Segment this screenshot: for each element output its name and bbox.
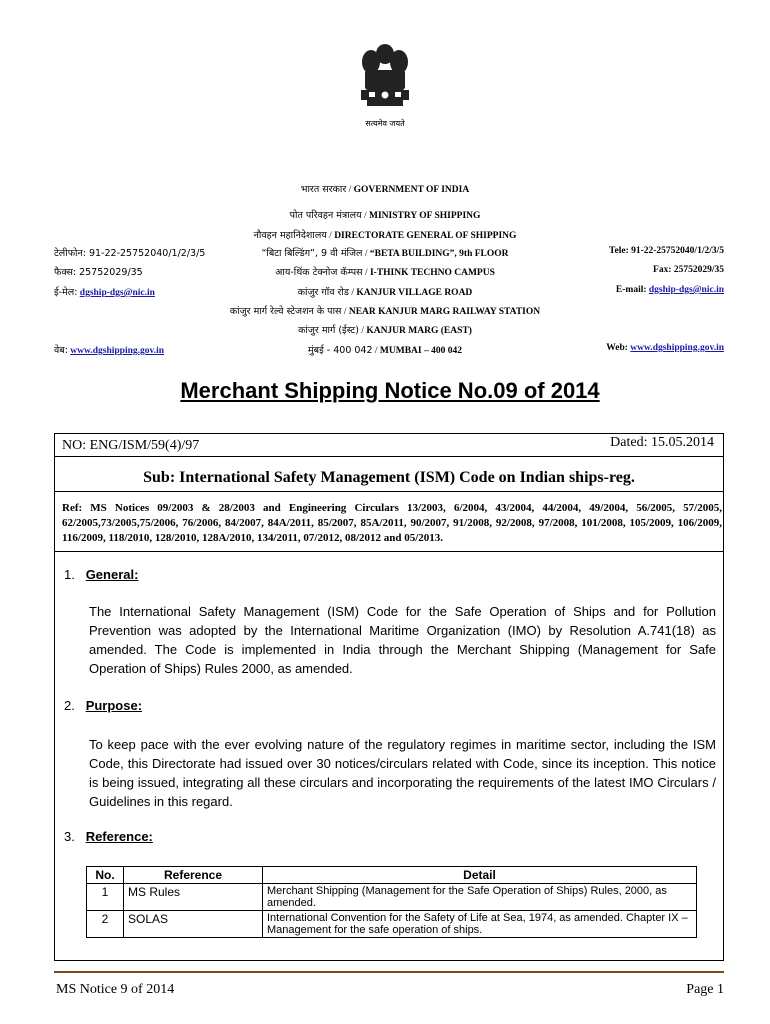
subject-divider <box>54 491 724 492</box>
table-header-detail: Detail <box>263 867 697 884</box>
left-fax: फैक्स: 25752029/35 <box>54 267 143 278</box>
table-cell-detail: Merchant Shipping (Management for the Safe Operation of Ships) Rules, 2000, as amended. <box>263 884 697 911</box>
header-government: भारत सरकार / GOVERNMENT OF INDIA <box>300 184 470 195</box>
table-cell-no: 1 <box>87 884 124 911</box>
right-telephone: Tele: 91-22-25752040/1/2/3/5 <box>609 246 724 256</box>
notice-title: Merchant Shipping Notice No.09 of 2014 <box>180 378 600 403</box>
state-emblem-icon <box>355 40 415 120</box>
table-cell-detail: International Convention for the Safety of Life at Sea, 1974, as amended. Chapter IX – Management for the safe operation of ships. <box>263 911 697 938</box>
table-row <box>87 884 697 911</box>
right-email-link[interactable]: dgship-dgs@nic.in <box>648 285 724 295</box>
notice-number: NO: ENG/ISM/59(4)/97 <box>62 438 200 453</box>
table-row <box>87 911 697 938</box>
footer-page-number: Page 1 <box>686 982 724 997</box>
header-building: “बिटा बिल्डिंग”, 9 वी मंजिल / “BETA BUILDING”, 9th FLOOR <box>261 248 509 259</box>
left-email: ई-मेल: dgship-dgs@nic.in <box>54 287 155 298</box>
section-general-heading: 1. General: <box>64 567 139 582</box>
header-station: कांजुर मार्ग रेल्वे स्टेजशन के पास / NEAR KANJUR MARG RAILWAY STATION <box>229 306 541 317</box>
right-fax: Fax: 25752029/35 <box>653 265 724 275</box>
left-telephone: टेलीफोन: 91-22-25752040/1/2/3/5 <box>54 248 206 259</box>
section-general-body: The International Safety Management (ISM) Code for the Safe Operation of Ships and for Pollution Prevention was adopted by the International Maritime Organization (IMO) by Resolution A.741(18) as amended. The Code is implemented in India through the Merchant Shipping (Management for Safe Operation of Ships) Rules 2000, as amended. <box>89 604 716 676</box>
table-cell-reference: SOLAS <box>124 911 263 938</box>
notice-date: Dated: 15.05.2014 <box>610 435 714 450</box>
left-web: वेब: www.dgshipping.gov.in <box>54 345 165 356</box>
table-header-row <box>87 867 697 884</box>
footer-rule <box>54 971 724 973</box>
header-directorate: नौवहन महानिदेशालय / DIRECTORATE GENERAL OF SHIPPING <box>253 230 517 241</box>
header-city: मुंबई - 400 042 / MUMBAI – 400 042 <box>308 345 462 356</box>
notice-references: Ref: MS Notices 09/2003 & 28/2003 and Engineering Circulars 13/2003, 6/2004, 43/2004, 44/2004, 49/2004, 56/2005, 57/2005, 62/2005,73/2005,75/2006, 76/2006, 84/2007, 84A/2011, 85/2007, 85A/2011, 90/2007, 91/2008, 92/2008, 97/2008, 101/2008, 105/2009, 106/2009, 116/2009, 118/2010, 128/2010, 128A/2010, 134/2011, 07/2012, 08/2012 and 05/2013. <box>62 502 722 544</box>
emblem-motto: सत्यमेव जयते <box>365 119 405 128</box>
section-purpose-body: To keep pace with the ever evolving nature of the regulatory regimes in maritime sector, including the ISM Code, this Directorate had issued over 30 notices/circulars related with Code, since its inception. This notice is being issued, integrating all these circulars and incorporating the requirements of the latest IMO Circulars / Guidelines in this regard. <box>89 737 716 809</box>
notice-subject: Sub: International Safety Management (ISM) Code on Indian ships-reg. <box>143 469 635 486</box>
left-email-link[interactable]: dgship-dgs@nic.in <box>79 288 155 298</box>
table-cell-no: 2 <box>87 911 124 938</box>
right-web-link[interactable]: www.dgshipping.gov.in <box>630 343 724 353</box>
table-header-reference: Reference <box>124 867 263 884</box>
right-web: Web: www.dgshipping.gov.in <box>606 343 724 353</box>
header-road: कांजुर गॉव रोड / KANJUR VILLAGE ROAD <box>297 287 473 298</box>
section-reference-heading: 3. Reference: <box>64 829 153 844</box>
footer-notice-label: MS Notice 9 of 2014 <box>56 982 175 997</box>
header-east: कांजुर मार्ग (ईस्ट) / KANJUR MARG (EAST) <box>298 325 472 336</box>
table-cell-reference: MS Rules <box>124 884 263 911</box>
table-header-no: No. <box>87 867 124 884</box>
header-campus: आय-थिंक टेक्नोज कॅम्पस / I-THINK TECHNO CAMPUS <box>275 267 495 278</box>
left-web-link[interactable]: www.dgshipping.gov.in <box>70 346 165 356</box>
right-email: E-mail: dgship-dgs@nic.in <box>615 285 724 295</box>
reference-table <box>86 866 697 938</box>
header-ministry: पोत परिवहन मंत्रालय / MINISTRY OF SHIPPING <box>289 210 481 221</box>
ref-divider <box>54 551 724 552</box>
section-purpose-heading: 2. Purpose: <box>64 698 143 713</box>
